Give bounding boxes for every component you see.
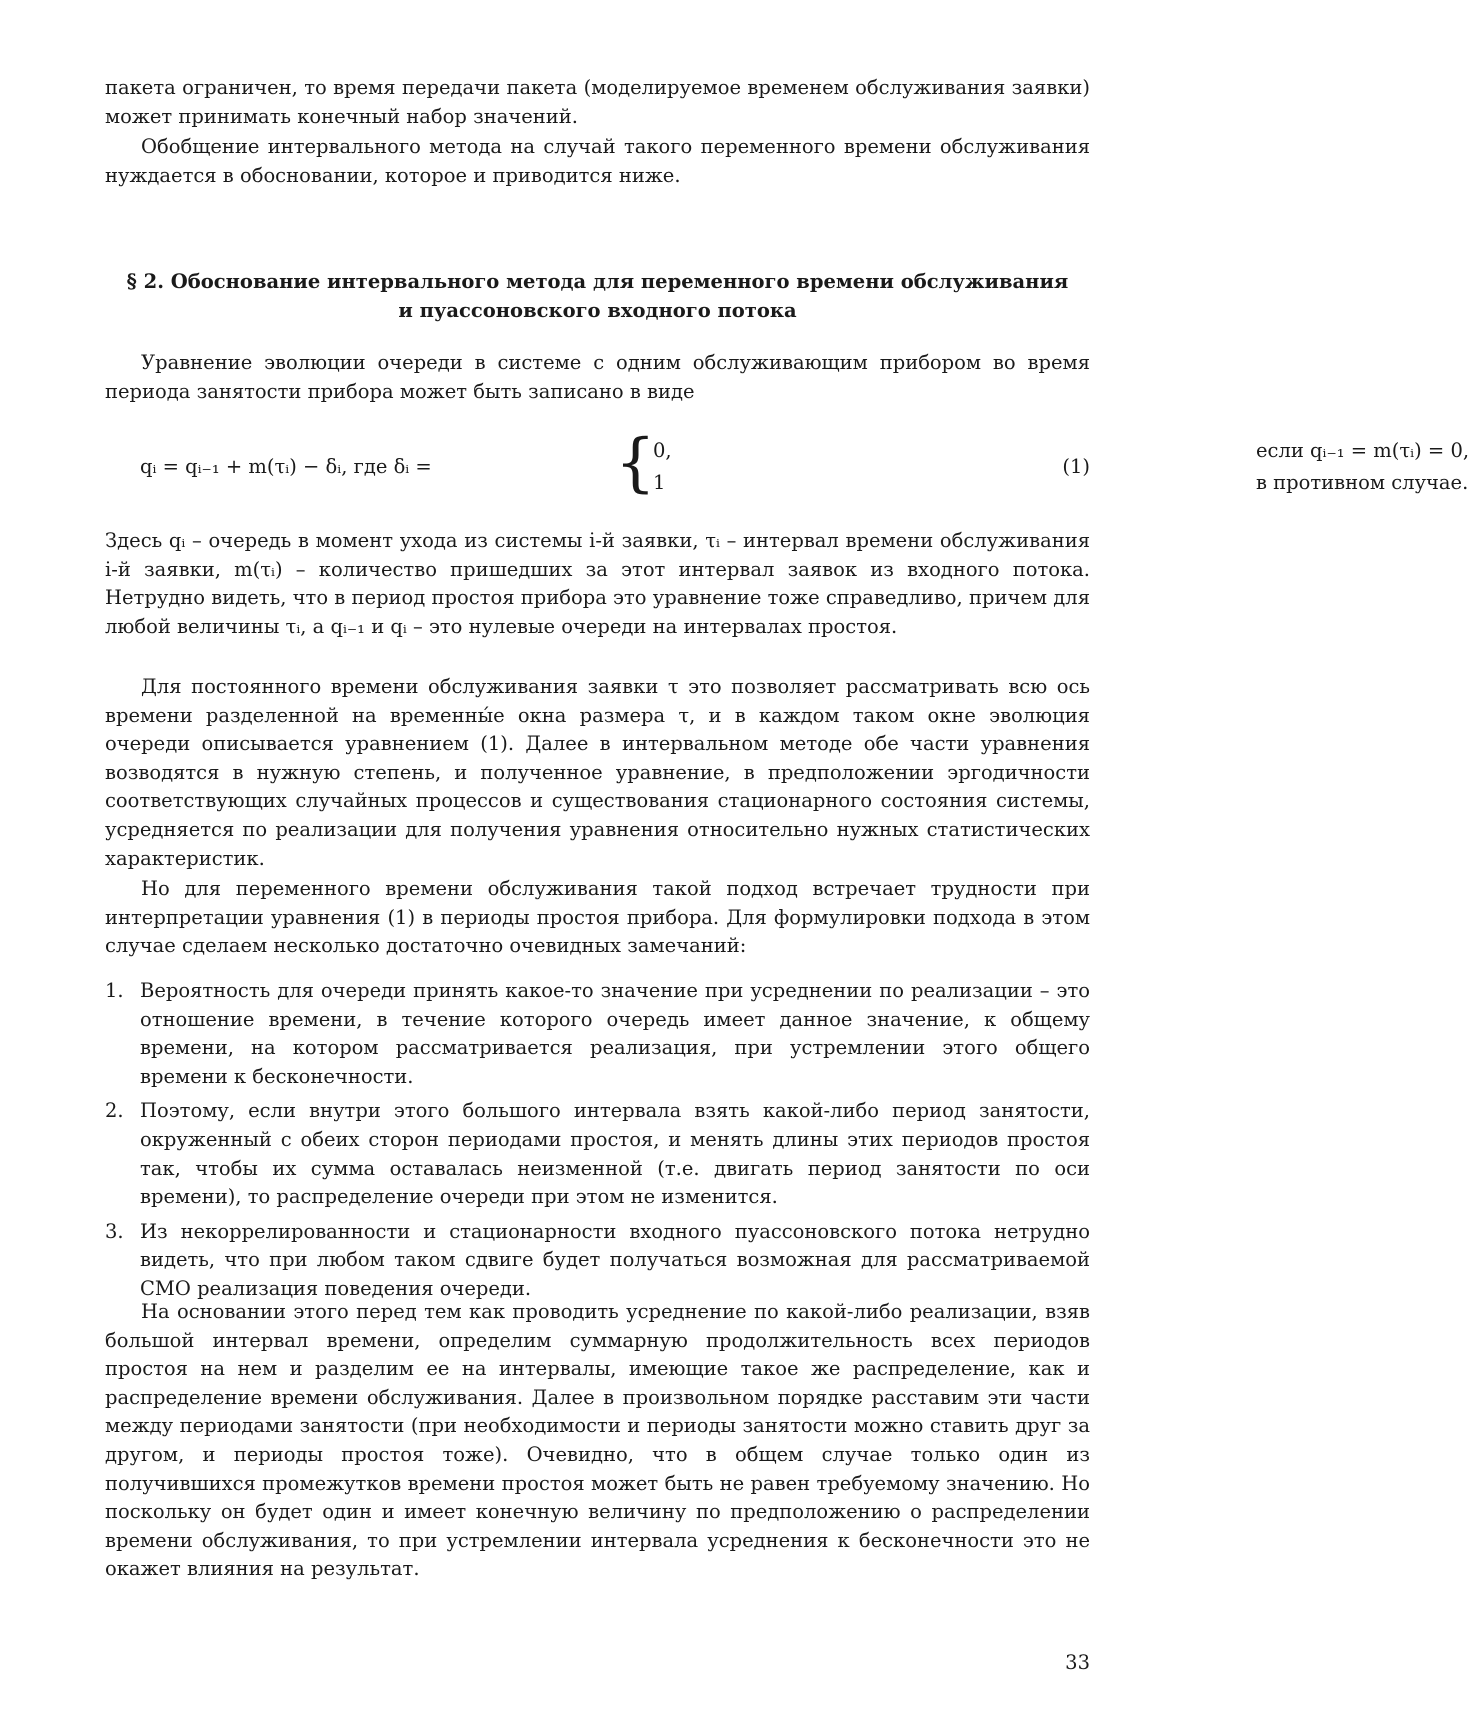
list-item-text: Вероятность для очереди принять какое-то значение при усреднении по реализации – это отношение времени, в течение которого очередь имеет данное значение, к общему времени, на котором рассматривается реализация, при устремлении этого общего времени к бесконечности. <box>140 979 1090 1088</box>
paragraph-here: Здесь qᵢ – очередь в момент ухода из системы i-й заявки, τᵢ – интервал времени обслуживания i-й заявки, m(τᵢ) – количество пришедших за этот интервал заявок из входного потока. Нетрудно видеть, что в период простоя прибора это уравнение тоже справедливо, причем для любой величины τᵢ, а qᵢ₋₁ и qᵢ – это нулевые очереди на интервалах простоя. <box>105 529 1090 638</box>
paragraph-generalization: Обобщение интервального метода на случай такого переменного времени обслуживания нуждается в обосновании, которое и приводится ниже. <box>105 135 1090 187</box>
case-2-condition: в противном случае. <box>1256 471 1469 494</box>
list-item-number: 1. <box>105 979 124 1002</box>
paragraph-constant-service: Для постоянного времени обслуживания заявки τ это позволяет рассматривать всю ось времени разделенной на временны́е окна размера τ, и в каждом таком окне эволюция очереди описывается уравнением (1). Далее в интервальном методе обе части уравнения возводятся в нужную степень, и полученное уравнение, в предположении эргодичности соответствующих случайных процессов и существования стационарного состояния системы, усредняется по реализации для получения уравнения относительно нужных статистических характеристик. <box>105 675 1090 870</box>
remarks-list <box>105 977 1090 1310</box>
section-heading <box>105 267 1090 325</box>
equation-1 <box>105 426 1469 505</box>
list-item <box>105 1218 1090 1304</box>
paragraph-top: пакета ограничен, то время передачи пакета (моделируемое временем обслуживания заявки) может принимать конечный набор значений. <box>105 76 1090 128</box>
equation-main: qᵢ = qᵢ₋₁ + m(τᵢ) − δᵢ, где δᵢ = <box>140 455 432 478</box>
paragraph-conclusion: На основании этого перед тем как проводить усреднение по какой-либо реализации, взяв большой интервал времени, определим суммарную продолжительность всех периодов простоя на нем и разделим ее на интервалы, имеющие такое же распределение, как и распределение времени обслуживания. Далее в произвольном порядке расставим эти части между периодами занятости (при необходимости и периоды занятости можно ставить друг за другом, и периоды простоя тоже). Очевидно, что в общем случае только один из получившихся промежутков времени простоя может быть не равен требуемому значению. Но поскольку он будет один и имеет конечную величину по предположению о распределении времени обслуживания, то при устремлении интервала усреднения к бесконечности это не окажет влияния на результат. <box>105 1300 1090 1581</box>
left-brace: { <box>615 426 656 500</box>
paragraph-variable-service: Но для переменного времени обслуживания такой подход встречает трудности при интерпретации уравнения (1) в периоды простоя прибора. Для формулировки подхода в этом случае сделаем несколько достаточно очевидных замечаний: <box>105 877 1090 958</box>
list-item <box>105 977 1090 1091</box>
section-heading-line2: и пуассоновского входного потока <box>398 299 797 322</box>
case-1-value: 0, <box>653 439 672 462</box>
list-item <box>105 1097 1090 1211</box>
section-heading-line1: § 2. Обоснование интервального метода для переменного времени обслуживания <box>126 270 1069 293</box>
list-item-text: Поэтому, если внутри этого большого интервала взять какой-либо период занятости, окруженный с обеих сторон периодами простоя, и менять длины этих периодов простоя так, чтобы их сумма оставалась неизменной (т.е. двигать период занятости по оси времени), то распределение очереди при этом не изменится. <box>140 1099 1090 1209</box>
list-item-number: 3. <box>105 1219 124 1243</box>
list-item-number: 2. <box>105 1099 124 1123</box>
equation-case-2 <box>653 469 1469 498</box>
list-item-text: Из некоррелированности и стационарности входного пуассоновского потока нетрудно видеть, что при любом таком сдвиге будет получаться возможная для рассматриваемой СМО реализация поведения очереди. <box>140 1219 1090 1300</box>
equation-number: (1) <box>1062 455 1090 478</box>
paragraph-equation-intro: Уравнение эволюции очереди в системе с одним обслуживающим прибором во время периода занятости прибора может быть записано в виде <box>105 351 1090 403</box>
page-number: 33 <box>1065 1651 1090 1674</box>
case-1-condition: если qᵢ₋₁ = m(τᵢ) = 0, <box>1256 439 1469 462</box>
case-2-value: 1 <box>653 471 666 494</box>
equation-case-1 <box>653 437 1469 466</box>
